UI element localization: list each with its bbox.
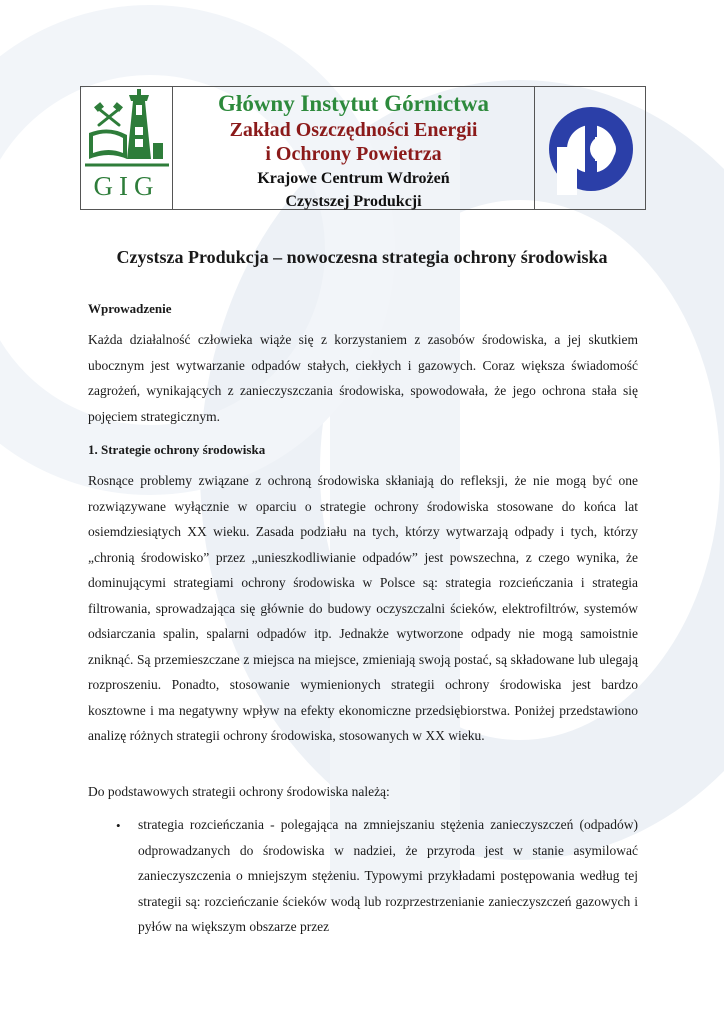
department-name-line1: Zakład Oszczędności Energii bbox=[229, 119, 478, 141]
center-name-line1: Krajowe Centrum Wdrożeń bbox=[257, 170, 450, 187]
cleaner-production-logo-icon bbox=[535, 87, 645, 209]
institute-name-cell bbox=[173, 87, 535, 209]
gig-logo-icon bbox=[81, 87, 173, 171]
center-name-line2: Czystszej Produkcji bbox=[285, 193, 422, 210]
gig-logo-text: GIG bbox=[93, 171, 160, 201]
section1-heading: 1. Strategie ochrony środowiska bbox=[88, 442, 266, 457]
gig-logo-cell bbox=[81, 87, 173, 209]
intro-heading: Wprowadzenie bbox=[88, 301, 172, 316]
letterhead bbox=[80, 86, 646, 210]
cp-logo-cell bbox=[535, 87, 645, 209]
section1-paragraph: Rosnące problemy związane z ochroną środowiska skłaniają do refleksji, że nie mogą być one rozwiązywane wyłącznie w oparciu o strategie ochrony środowiska stosowane do końca lat osiemdziesiątych XX wieku. Zasada podziału na tych, którzy wytwarzają odpady i tych, którzy „chronią środowisko” przez „unieszkodliwianie odpadów” jest powszechna, z czego wynika, że dominującymi strategiami ochrony środowiska w Polsce są: strategia rozcieńczania i strategia filtrowania, sprowadzająca się głównie do budowy oczyszczalni ścieków, elektrofiltrów, systemów odsiarczania spalin, spalarni odpadów itp. Jednakże wytworzone odpady nie mogą samoistnie zniknąć. Są przemieszczane z miejsca na miejsce, zmieniają swoją postać, są składowane lub ulegają rozproszeniu. Ponadto, stosowanie wymienionych strategii ochrony środowiska jest bardzo kosztowne i ma negatywny wpływ na efekty ekonomiczne przedsiębiorstwa. Poniżej przedstawiono analizę różnych strategii ochrony środowiska, stosowanych w XX wieku. bbox=[88, 473, 638, 743]
document-title: Czystsza Produkcja – nowoczesna strategia ochrony środowiska bbox=[116, 247, 608, 267]
bullet-dot: • bbox=[116, 818, 121, 833]
intro-paragraph: Każda działalność człowieka wiąże się z korzystaniem z zasobów środowiska, a jej skutkiem ubocznym jest wytwarzanie odpadów stałych, ciekłych i gazowych. Coraz większa świadomość zagrożeń, wynikających z zanieczyszczania środowiska, spowodowała, że jego ochrona stała się pojęciem strategicznym. bbox=[88, 332, 638, 424]
department-name-line2: i Ochrony Powietrza bbox=[265, 143, 442, 165]
list-intro: Do podstawowych strategii ochrony środowiska należą: bbox=[88, 784, 390, 799]
bullet-item-dilution-strategy: strategia rozcieńczania - polegająca na zmniejszaniu stężenia zanieczyszczeń (odpadów) odprowadzanych do środowiska w nadziei, że przyroda jest w stanie asymilować zanieczyszczenia o mniejszym stężeniu. Typowymi przykładami postępowania według tej strategii są: rozcieńczanie ścieków wodą lub rozprzestrzenianie zanieczyszczeń gazowych i pyłów na większym obszarze przez bbox=[138, 817, 638, 934]
institute-name: Główny Instytut Górnictwa bbox=[218, 91, 489, 116]
